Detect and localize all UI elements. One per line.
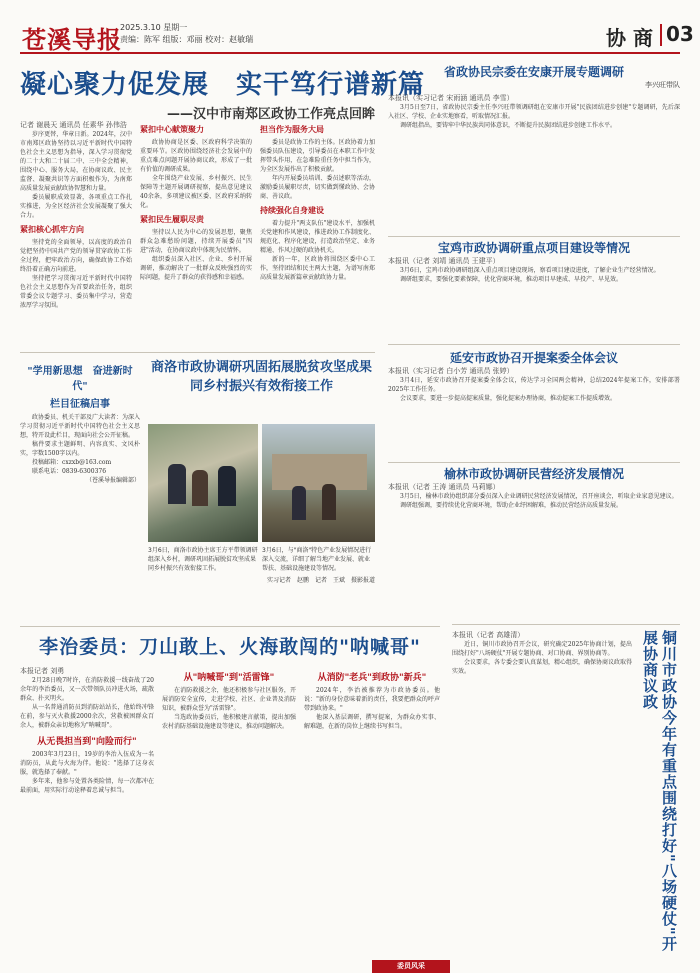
footer-section-tag: 委员风采 (372, 960, 450, 973)
bottom-col-2 (162, 666, 296, 956)
masthead (20, 20, 694, 54)
lead-para: 委员是政协工作的主体。区政协着力加强委员队伍建设，引导委员在本职工作中发挥带头作用，在急难险重任务中担当作为，为全区发展作出了积极贡献。 (260, 139, 375, 173)
bottom-heading: 从消防"老兵"到政协"新兵" (317, 673, 427, 683)
story-subtitle: 李兴旺带队 (645, 81, 680, 89)
issue-weekday: 星期一 (163, 23, 188, 32)
column-para: 稿件要求主题鲜明、内容真实、文风朴实，字数1500字以内。 (20, 441, 140, 457)
lead-byline: 记者 谢晨天 通讯员 任素华 孙伟浩 (20, 121, 127, 129)
story-byline: 本报讯（记者 刘靖 通讯员 王建平） (388, 257, 500, 265)
feature-byline: 实习记者 赵鹏 记者 王斌 摄影报道 (266, 577, 375, 584)
feature-photo-1 (148, 424, 258, 542)
section-divider (660, 24, 662, 46)
lead-para: 坚持以人民为中心的发展思想，聚焦群众急难愁盼问题，持续开展委员"四进"活动，在协商议政中体现为民情怀。 (140, 229, 252, 254)
lead-col-3 (260, 120, 375, 350)
lead-title: 凝心聚力促发展 实干笃行谱新篇 (20, 70, 426, 100)
bottom-heading: 从无畏担当到"向险而行" (37, 737, 137, 747)
feature-title: 商洛市政协调研巩固拓展脱贫攻坚成果 (150, 360, 372, 375)
bottom-col-1 (20, 666, 154, 956)
feature-photo-2 (262, 424, 375, 542)
story-right-4 (388, 466, 680, 616)
lead-para: 岁序更替，华章日新。2024年，汉中市南郑区政协坚持以习近平新时代中国特色社会主义思想为指导，深入学习贯彻党的二十大和二十届二中、三中全会精神，围绕中心、服务大局，在协商议政、民主监督、凝聚共识等方面积极作为，为南郑高质量发展贡献政协智慧和力量。 (20, 131, 132, 192)
column-phone: 联系电话：0839-6300376 (32, 468, 107, 475)
issue-date: 2025.3.10 (120, 23, 161, 32)
story-title: 省政协民宗委在安康开展专题调研 (443, 65, 624, 79)
vertical-para: 近日，铜川市政协召开会议，研究确定2025年协商计划，提出围绕打好"八场硬仗"开展专题协商、对口协商、界别协商等。 (452, 641, 632, 657)
divider (388, 462, 680, 463)
story-byline: 本报讯（实习记者 白小芳 通讯员 张婷） (388, 367, 514, 375)
lead-col-2 (140, 120, 252, 350)
lead-col-1 (20, 120, 132, 350)
story-para: 会议要求，要进一步提高提案质量，强化提案办理协商，推动提案工作提质增效。 (400, 395, 617, 402)
bottom-headline (20, 632, 440, 662)
bottom-para: 他深入基层调研，撰写提案，为群众办实事、解难题，在新的岗位上继续书写担当。 (304, 714, 440, 730)
lead-para: 组织委员深入社区、企业、乡村开展调研，推动解决了一批群众反映强烈的实际问题，提升了群众的获得感和幸福感。 (140, 256, 252, 281)
story-byline: 本报讯（记者 王涛 通讯员 马莉娜） (388, 483, 500, 491)
vertical-headline (640, 630, 682, 960)
feature-caption-1 (148, 546, 258, 616)
bottom-title: 李治委员：刀山敢上、火海敢闯的"呐喊哥" (39, 636, 421, 658)
lead-para: 新的一年，区政协将围绕区委中心工作，坚持团结和民主两大主题，为谱写南郑高质量发展新篇章贡献政协力量。 (260, 256, 375, 281)
feature-title: 同乡村振兴有效衔接工作 (189, 379, 333, 394)
lead-para: 坚持党的全面领导，以高度的政治自觉把坚持中国共产党的领导贯穿政协工作全过程，把牢政治方向，确保政协工作始终沿着正确方向前进。 (20, 239, 132, 273)
vertical-title-line-1: 铜川市政协 (660, 630, 678, 710)
page-number: 03 (666, 22, 694, 46)
bottom-para: 在消防救援之余，他还积极参与社区服务，开展消防安全宣传，走进学校、社区、企业普及消防知识，被群众誉为"活雷锋"。 (162, 687, 296, 712)
lead-heading: 紧扣中心献策聚力 (140, 125, 204, 134)
vertical-byline: 本报讯（记者 高雄清） (452, 631, 525, 639)
bottom-para: 2月28日晚7时许，在消防救援一线奋战了20余年的李治委员，又一次带领队员冲进火场，疏散群众、扑灭明火。 (20, 677, 154, 702)
lead-heading: 担当作为服务大局 (260, 125, 324, 134)
story-right-1 (388, 64, 680, 232)
story-para: 调研组强调，要持续优化营商环境，帮助企业纾困解难，推动民营经济高质量发展。 (400, 502, 623, 509)
lead-para: 着力提升"两支队伍"建设水平，加强机关党建和作风建设，推进政协工作制度化、规范化、程序化建设，打造政治坚定、业务精通、作风过硬的政协机关。 (260, 220, 375, 254)
vertical-story-body (452, 630, 632, 960)
feature-headline (148, 358, 375, 423)
divider (388, 236, 680, 237)
story-right-3 (388, 350, 680, 458)
column-title: "学用新思想 奋进新时代" (27, 366, 133, 392)
story-para: 3月6日，宝鸡市政协调研组深入重点项目建设现场，察看项目建设进度，了解企业生产经营情况。 (400, 267, 660, 274)
call-for-papers (20, 358, 140, 623)
story-para: 3月5日至7日，省政协民宗委主任李兴旺带领调研组在安康市开展"民族团结进步创建"专题调研，先后深入社区、学校、企业实地察看，听取情况汇报。 (388, 104, 680, 120)
lead-headline (20, 64, 426, 122)
divider (388, 344, 680, 345)
column-email: 投稿邮箱：cxzxb@163.com (32, 459, 112, 466)
lead-para: 坚持把学习贯彻习近平新时代中国特色社会主义思想作为首要政治任务，组织常委会议专题学习、委员集中学习，营造浓厚学习氛围。 (20, 275, 132, 309)
feature-caption-2 (262, 546, 375, 616)
lead-para: 年内开展委员培训、委员述职等活动，激励委员履职尽责，切实做到懂政协、会协商、善议政。 (260, 175, 375, 200)
story-para: 3月5日，榆林市政协组织部分委员深入企业调研民营经济发展情况，召开座谈会，听取企业家意见建议。 (400, 493, 678, 500)
bottom-heading: 从"呐喊哥"到"活雷锋" (183, 673, 275, 683)
story-para: 3月4日，延安市政协召开提案委全体会议，传达学习全国两会精神，总结2024年提案工作，安排部署2025年工作任务。 (388, 377, 680, 393)
feature-caption: 3月6日，商洛市政协主席王方平带领调研组深入乡村，调研巩固拓展脱贫攻坚成果同乡村振兴有效衔接工作。 (148, 547, 258, 572)
story-byline: 本报讯（实习记者 宋雨涵 通讯员 李雪） (388, 94, 514, 102)
story-para: 调研组要求，要强化要素保障，优化营商环境，推动项目早建成、早投产、早见效。 (400, 276, 623, 283)
story-title: 延安市政协召开提案委全体会议 (449, 351, 618, 365)
issue-info (120, 22, 253, 46)
bottom-para: 2003年3月23日，19岁的李治入伍成为一名消防员，从此与火海为伴。他说："选择了这身衣服，就选择了奉献。" (20, 751, 154, 776)
column-subtitle: 栏目征稿启事 (50, 399, 110, 410)
bottom-para: 当选政协委员后，他积极建言献策，提出加强农村消防基础设施建设等建议，推动问题解决。 (162, 714, 296, 730)
feature-caption: 3月6日，与"商洛"特色产业发展情况进行深入交流，详细了解当地产业发展、就业帮扶、基础设施建设等情况。 (262, 547, 372, 572)
divider (20, 626, 440, 627)
paper-name: 苍溪导报 (22, 25, 122, 54)
lead-subtitle: ——汉中市南郑区政协工作亮点回眸 (166, 107, 375, 122)
story-right-2 (388, 240, 680, 340)
divider (452, 624, 680, 625)
column-para: 政协委员、机关干部及广大读者：为深入学习贯彻习近平新时代中国特色社会主义思想，特开设此栏目，现面向社会公开征稿。 (20, 414, 141, 439)
bottom-byline: 本报记者 刘勇 (20, 667, 65, 675)
issue-editors: 责编：陈军 组版：邓丽 校对：赵敏瑞 (120, 35, 254, 44)
lead-heading: 紧扣民生履职尽责 (140, 215, 204, 224)
lead-para: 全年围绕产业发展、乡村振兴、民生保障等主题开展调研视察，提出意见建议40余条，多项建议被区委、区政府采纳转化。 (140, 175, 252, 209)
vertical-title (640, 630, 678, 960)
story-para: 调研组指出，要铸牢中华民族共同体意识，不断提升民族团结进步创建工作水平。 (400, 122, 617, 129)
section-title: 协 商 (606, 26, 653, 50)
bottom-para: 多年来，他参与处置各类险情，每一次都冲在最前面，用实际行动诠释着忠诚与担当。 (20, 778, 154, 794)
bottom-col-3 (304, 666, 440, 956)
lead-para: 政协协商是区委、区政府科学决策的重要环节。区政协围绕经济社会发展中的重点难点问题开展协商议政，形成了一批有价值的调研成果。 (140, 139, 252, 173)
column-sign: （苍溪导报编辑部） (85, 477, 140, 484)
lead-para: 委员履职成效显著，各项重点工作扎实推进，为全区经济社会发展凝聚了强大合力。 (20, 194, 132, 219)
story-title: 榆林市政协调研民营经济发展情况 (443, 467, 624, 481)
divider (20, 352, 375, 353)
story-title: 宝鸡市政协调研重点项目建设等情况 (437, 241, 630, 255)
lead-heading: 持续强化自身建设 (260, 206, 324, 215)
bottom-para: 从一名普通消防员到消防站站长，他始终冲锋在前，参与灭火救援2000余次，营救被困群众百余人，被群众亲切地称为"呐喊哥"。 (20, 704, 154, 729)
vertical-para: 会议要求，各专委会要认真谋划，精心组织，确保协商议政取得实效。 (452, 659, 633, 675)
vertical-title-line-2: 今年有重点围绕打好"八场硬仗"开展协商议政 (641, 630, 678, 952)
bottom-para: 2024年，李治被推荐为市政协委员。他说："新的身份意味着新的责任，我要把群众的呼声带到政协来。" (304, 687, 440, 712)
lead-heading: 紧扣核心抓牢方向 (20, 225, 84, 234)
